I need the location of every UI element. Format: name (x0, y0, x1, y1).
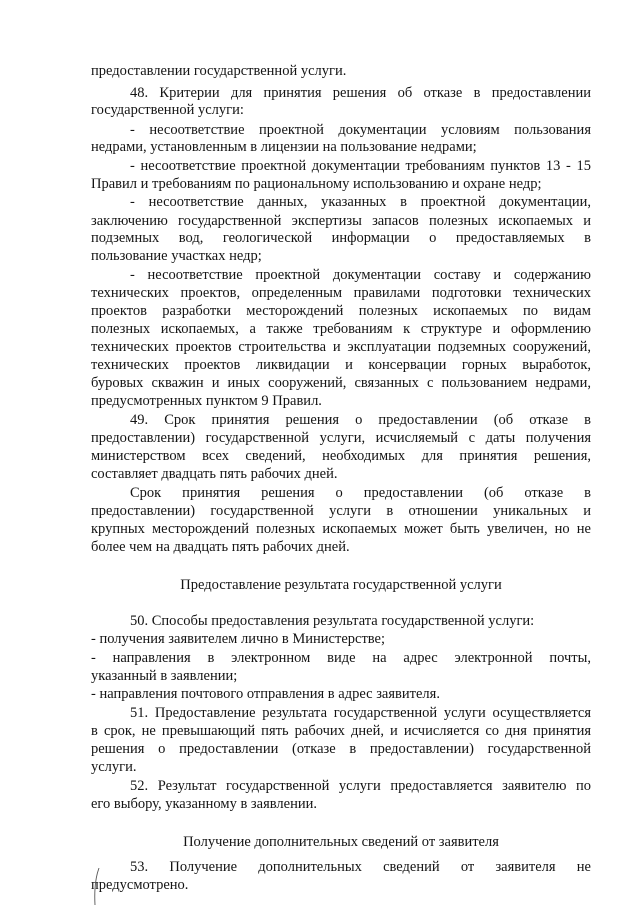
text-line: 50. Способы предоставления результата государственной услуги: (130, 613, 535, 629)
text-line: указанный в заявлении; (91, 668, 238, 684)
text-line: предоставлении) государственной услуги, исчисляемый с даты получения (91, 430, 591, 446)
text-line: - получения заявителем лично в Министерстве; (91, 631, 386, 647)
text-line: составляет двадцать пять рабочих дней. (91, 466, 338, 482)
text-line: - направления почтового отправления в адрес заявителя. (91, 686, 440, 702)
text-line: - несоответствие проектной документации условиям пользования (130, 122, 591, 138)
text-line: предоставлении государственной услуги. (91, 63, 347, 79)
text-line: предоставлении) государственной услуги в отношении уникальных и (91, 503, 591, 519)
text-line: заключению государственной экспертизы запасов полезных ископаемых и (91, 213, 591, 229)
text-line: Срок принятия решения о предоставлении (об отказе в (130, 485, 591, 501)
section-heading: Получение дополнительных сведений от заявителя (183, 834, 499, 850)
text-line: подземных вод, геологической информации о предоставляемых в (91, 230, 591, 246)
text-line: - несоответствие проектной документации требованиям пунктов 13 - 15 (130, 158, 591, 174)
text-line: проектов разработки месторождений полезных ископаемых по видам (91, 303, 591, 319)
text-line: более чем на двадцать пять рабочих дней. (91, 539, 350, 555)
text-line: министерством всех сведений, необходимых для принятия решения, (91, 448, 591, 464)
text-line: услуги. (91, 759, 137, 775)
text-line: технических проектов ликвидации и консервации горных выработок, (91, 357, 591, 373)
text-line: решения о предоставлении (отказе в предоставлении) государственной (91, 741, 591, 757)
text-line: предусмотрено. (91, 877, 189, 893)
text-line: 52. Результат государственной услуги предоставляется заявителю по (130, 778, 591, 794)
text-line: в срок, не превышающий пять рабочих дней, и исчисляется со дня принятия (91, 723, 591, 739)
text-line: - направления в электронном виде на адрес электронной почты, (91, 650, 591, 666)
text-line: 48. Критерии для принятия решения об отказе в предоставлении (130, 85, 591, 101)
text-line: Правил и требованиям по рациональному использованию и охране недр; (91, 176, 542, 192)
text-line: 49. Срок принятия решения о предоставлении (об отказе в (130, 412, 591, 428)
text-line: - несоответствие данных, указанных в проектной документации, (130, 194, 591, 210)
text-line: предусмотренных пунктом 9 Правил. (91, 393, 322, 409)
text-line: - несоответствие проектной документации составу и содержанию (130, 267, 591, 283)
text-line: полезных ископаемых, а также требованиям к структуре и оформлению (91, 321, 591, 337)
text-line: 51. Предоставление результата государственной услуги осуществляется (130, 705, 591, 721)
text-line: технических проектов, определенным правилами подготовки технических (91, 285, 591, 301)
text-line: буровых скважин и иных сооружений, связанных с пользованием недрами, (91, 375, 591, 391)
text-line: его выбору, указанному в заявлении. (91, 796, 317, 812)
section-heading: Предоставление результата государственной услуги (180, 577, 502, 593)
text-line: 53. Получение дополнительных сведений от заявителя не (130, 859, 591, 875)
text-line: государственной услуги: (91, 102, 244, 118)
text-line: пользование участках недр; (91, 248, 262, 264)
text-line: недрами, установленным в лицензии на пользование недрами; (91, 139, 477, 155)
text-line: технических проектов строительства и эксплуатации подземных сооружений, (91, 339, 591, 355)
text-line: крупных месторождений полезных ископаемых может быть увеличен, но не (91, 521, 591, 537)
margin-pen-mark (92, 868, 102, 905)
